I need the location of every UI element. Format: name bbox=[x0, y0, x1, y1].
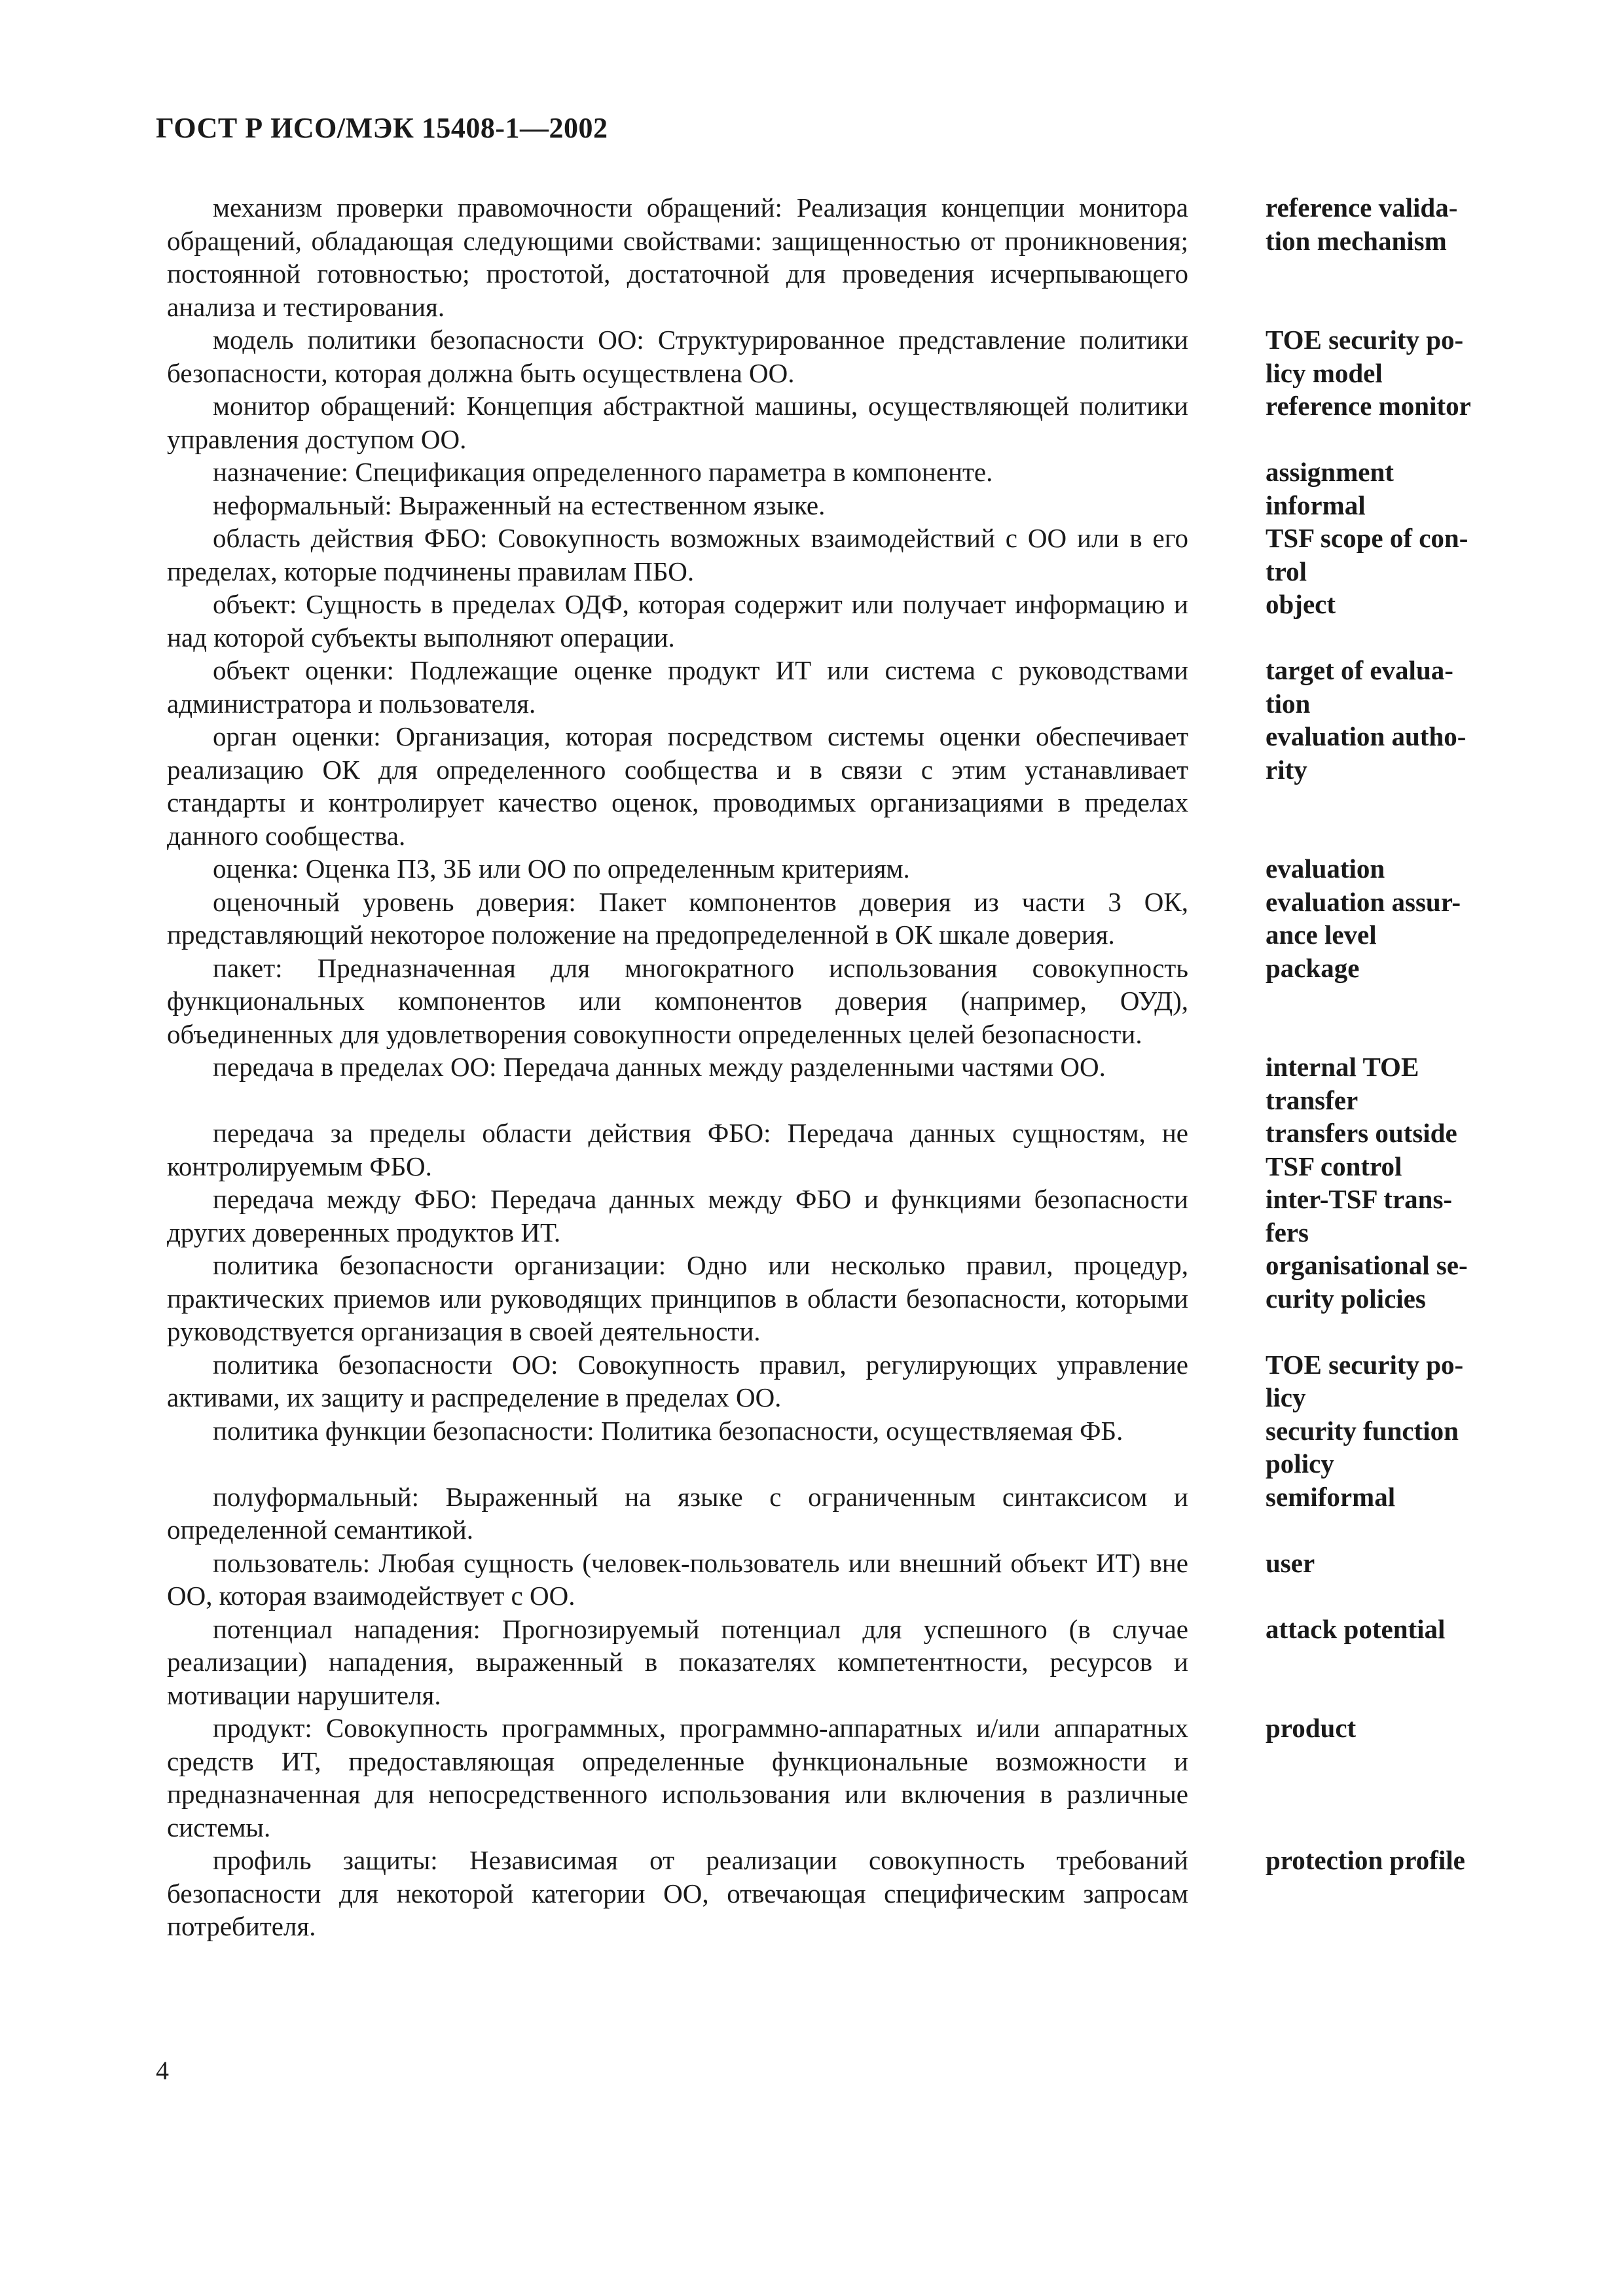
term-en: assignment bbox=[1266, 457, 1394, 487]
glossary-entry bbox=[167, 1249, 1480, 1348]
term-en: inter-TSF trans- fers bbox=[1266, 1184, 1453, 1247]
term-definition-ru: передача за пределы области действия ФБО: Передача данных сущностям, не контролируемым ФБО. bbox=[167, 1118, 1188, 1181]
term-en: TSF scope of con- trol bbox=[1266, 523, 1468, 586]
glossary-entry bbox=[167, 1712, 1480, 1844]
glossary-entry bbox=[167, 389, 1480, 456]
term-en: transfers outside TSF control bbox=[1266, 1118, 1457, 1181]
term-definition-ru: полуформальный: Выраженный на языке с ограниченным синтаксисом и определенной семантикой. bbox=[167, 1481, 1188, 1545]
glossary-entry bbox=[167, 1348, 1480, 1414]
term-en: reference monitor bbox=[1266, 391, 1471, 421]
term-definition-ru: орган оценки: Организация, которая посредством системы оценки обеспечивает реализацию ОК для определенного сообщества и в связи с этим устанавливает стандарты и контролирует качество оценок, проводимых организациями в пределах данного сообщества. bbox=[167, 721, 1188, 851]
glossary-entry bbox=[167, 886, 1480, 952]
term-en: protection profile bbox=[1266, 1845, 1465, 1875]
glossary-entry bbox=[167, 1844, 1480, 1943]
term-definition-ru: область действия ФБО: Совокупность возможных взаимодействий с ОО или в его пределах, которые подчинены правилам ПБО. bbox=[167, 523, 1188, 586]
term-en: organisational se- curity policies bbox=[1266, 1250, 1468, 1314]
glossary-entry bbox=[167, 191, 1480, 323]
term-definition-ru: механизм проверки правомочности обращений: Реализация концепции монитора обращений, обладающая следующими свойствами: защищенностью от проникновения; постоянной готовностью; простотой, достаточной для проведения исчерпывающего анализа и тестирования. bbox=[167, 192, 1188, 322]
glossary-entry bbox=[167, 1414, 1480, 1480]
glossary-entry bbox=[167, 720, 1480, 852]
term-definition-ru: потенциал нападения: Прогнозируемый потенциал для успешного (в случае реализации) нападения, выраженный в показателях компетентности, ресурсов и мотивации нарушителя. bbox=[167, 1613, 1188, 1710]
glossary-entry bbox=[167, 1050, 1480, 1117]
term-definition-ru: пакет: Предназначенная для многократного использования совокупность функциональных компонентов или компонентов доверия (например, ОУД), объединенных для удовлетворения совокупности определенных целей безопасности. bbox=[167, 952, 1188, 1049]
glossary-entry bbox=[167, 1547, 1480, 1613]
term-definition-ru: назначение: Спецификация определенного параметра в компоненте. bbox=[213, 457, 993, 487]
glossary-entry bbox=[167, 1183, 1480, 1249]
term-definition-ru: модель политики безопасности ОО: Структурированное представление политики безопасности, которая должна быть осуществлена ОО. bbox=[167, 325, 1188, 388]
term-en: object bbox=[1266, 589, 1336, 619]
term-en: reference valida- tion mechanism bbox=[1266, 192, 1458, 256]
term-definition-ru: политика безопасности ОО: Совокупность правил, регулирующих управление активами, их защиту и распределение в пределах ОО. bbox=[167, 1349, 1188, 1412]
term-definition-ru: объект: Сущность в пределах ОДФ, которая содержит или получает информацию и над которой субъекты выполняют операции. bbox=[167, 589, 1188, 653]
glossary-entry bbox=[167, 489, 1480, 522]
glossary-entry bbox=[167, 323, 1480, 389]
term-en: package bbox=[1266, 952, 1360, 983]
term-definition-ru: пользователь: Любая сущность (человек-пользователь или внешний объект ИТ) вне ОО, которая взаимодействует с ОО. bbox=[167, 1547, 1188, 1611]
document-header: ГОСТ Р ИСО/МЭК 15408-1—2002 bbox=[156, 112, 608, 144]
glossary-entry bbox=[167, 1117, 1480, 1183]
term-definition-ru: политика функции безопасности: Политика безопасности, осуществляемая ФБ. bbox=[213, 1415, 1123, 1446]
term-definition-ru: монитор обращений: Концепция абстрактной машины, осуществляющей политики управления доступом ОО. bbox=[167, 391, 1188, 454]
page-number: 4 bbox=[156, 2056, 169, 2085]
glossary-entry bbox=[167, 522, 1480, 588]
term-en: internal TOE transfer bbox=[1266, 1052, 1419, 1115]
glossary-entry bbox=[167, 588, 1480, 654]
glossary-entry bbox=[167, 456, 1480, 489]
term-definition-ru: оценочный уровень доверия: Пакет компонентов доверия из части 3 ОК, представляющий некоторое положение на предопределенной в ОК шкале доверия. bbox=[167, 886, 1188, 950]
term-definition-ru: политика безопасности организации: Одно или несколько правил, процедур, практических приемов или руководящих принципов в области безопасности, которыми руководствуется организация в своей деятельности. bbox=[167, 1250, 1188, 1346]
glossary-entry bbox=[167, 852, 1480, 886]
term-definition-ru: профиль защиты: Независимая от реализации совокупность требований безопасности для некоторой категории ОО, отвечающая специфическим запросам потребителя. bbox=[167, 1845, 1188, 1941]
term-definition-ru: объект оценки: Подлежащие оценке продукт ИТ или система с руководствами администратора и пользователя. bbox=[167, 655, 1188, 719]
term-definition-ru: передача между ФБО: Передача данных между ФБО и функциями безопасности других доверенных продуктов ИТ. bbox=[167, 1184, 1188, 1247]
glossary-entry bbox=[167, 654, 1480, 720]
term-en: evaluation autho- rity bbox=[1266, 721, 1467, 785]
term-en: informal bbox=[1266, 490, 1366, 520]
term-en: evaluation assur- ance level bbox=[1266, 886, 1461, 950]
glossary-entry bbox=[167, 952, 1480, 1051]
term-en: attack potential bbox=[1266, 1613, 1446, 1644]
glossary-entry bbox=[167, 1480, 1480, 1547]
glossary-entries bbox=[167, 191, 1480, 1943]
term-en: security function policy bbox=[1266, 1415, 1459, 1479]
term-definition-ru: неформальный: Выраженный на естественном языке. bbox=[213, 490, 826, 520]
term-en: semiformal bbox=[1266, 1481, 1396, 1512]
glossary-entry bbox=[167, 1613, 1480, 1712]
term-en: user bbox=[1266, 1547, 1315, 1578]
term-en: target of evalua- tion bbox=[1266, 655, 1453, 719]
term-definition-ru: продукт: Совокупность программных, программно-аппаратных и/или аппаратных средств ИТ, предоставляющая определенные функциональные возможности и предназначенная для непосредственного использования или включения в различные системы. bbox=[167, 1713, 1188, 1842]
term-en: product bbox=[1266, 1713, 1357, 1743]
term-definition-ru: передача в пределах ОО: Передача данных между разделенными частями ОО. bbox=[213, 1052, 1106, 1082]
term-en: TOE security po- licy model bbox=[1266, 325, 1464, 388]
term-definition-ru: оценка: Оценка ПЗ, ЗБ или ОО по определенным критериям. bbox=[213, 853, 910, 884]
term-en: TOE security po- licy bbox=[1266, 1349, 1464, 1412]
term-en: evaluation bbox=[1266, 853, 1385, 884]
